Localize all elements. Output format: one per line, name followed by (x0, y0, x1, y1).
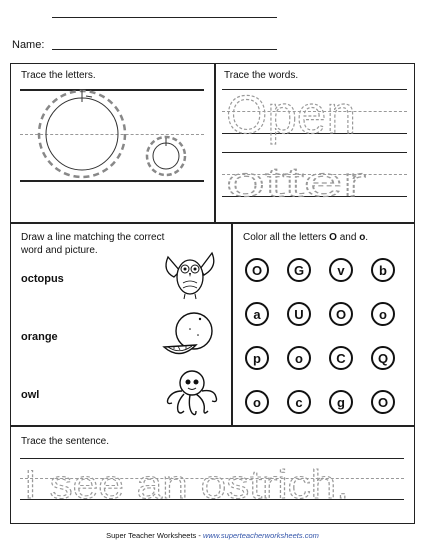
svg-text:Open: Open (226, 85, 356, 145)
footer-separator: - (196, 531, 203, 540)
letter-circle[interactable]: c (287, 390, 311, 414)
trace-letters-title: Trace the letters. (21, 70, 96, 81)
name-line (52, 49, 277, 50)
top-blank-line (52, 17, 277, 18)
word-octopus[interactable]: octopus (21, 273, 64, 285)
footer-brand: Super Teacher Worksheets (106, 531, 197, 540)
octopus-picture[interactable] (162, 367, 222, 422)
color-title-letter-1: O (329, 232, 337, 243)
col-divider-mid (231, 222, 233, 426)
owl-picture[interactable] (160, 249, 220, 304)
footer (0, 531, 425, 540)
svg-text:otter: otter (226, 158, 367, 205)
big-o-trace (34, 88, 134, 188)
trace-sentence-title: Trace the sentence. (21, 436, 110, 447)
letter-circle[interactable]: b (371, 258, 395, 282)
letter-circle[interactable]: p (245, 346, 269, 370)
color-title-prefix: Color all the letters (243, 232, 330, 243)
svg-text:I see an ostrich.: I see an ostrich. (24, 463, 349, 507)
traced-sentence (24, 456, 404, 506)
row-divider-1 (10, 222, 415, 224)
word-orange[interactable]: orange (21, 331, 58, 343)
color-letters-title (243, 232, 368, 243)
color-title-and: and (336, 232, 360, 243)
small-o-trace (146, 134, 196, 184)
letter-circle[interactable]: C (329, 346, 353, 370)
letter-circle[interactable]: a (245, 302, 269, 326)
trace-words-title: Trace the words. (224, 70, 299, 81)
letter-circle[interactable]: G (287, 258, 311, 282)
matching-instruction-1: Draw a line matching the correct (21, 232, 165, 243)
color-title-suffix: . (365, 232, 369, 243)
name-label: Name: (12, 39, 45, 51)
letter-circle[interactable]: o (245, 390, 269, 414)
letter-circle[interactable]: U (287, 302, 311, 326)
letter-circle[interactable]: O (245, 258, 269, 282)
letter-circle[interactable]: g (329, 390, 353, 414)
letter-circle[interactable]: o (287, 346, 311, 370)
traced-word-open (226, 85, 406, 149)
col-divider-top (214, 63, 216, 223)
letter-circle[interactable]: O (329, 302, 353, 326)
letter-circle[interactable]: O (371, 390, 395, 414)
color-title-letter-2: o (359, 232, 366, 243)
letter-circle[interactable]: Q (371, 346, 395, 370)
footer-url[interactable]: www.superteacherworksheets.com (202, 531, 319, 540)
traced-word-otter (226, 152, 406, 205)
orange-picture[interactable] (160, 309, 220, 364)
word-owl[interactable]: owl (21, 389, 40, 401)
letter-circle[interactable]: v (329, 258, 353, 282)
row-divider-2 (10, 425, 415, 427)
letter-circle[interactable]: o (371, 302, 395, 326)
matching-instruction-2: word and picture. (21, 245, 98, 256)
